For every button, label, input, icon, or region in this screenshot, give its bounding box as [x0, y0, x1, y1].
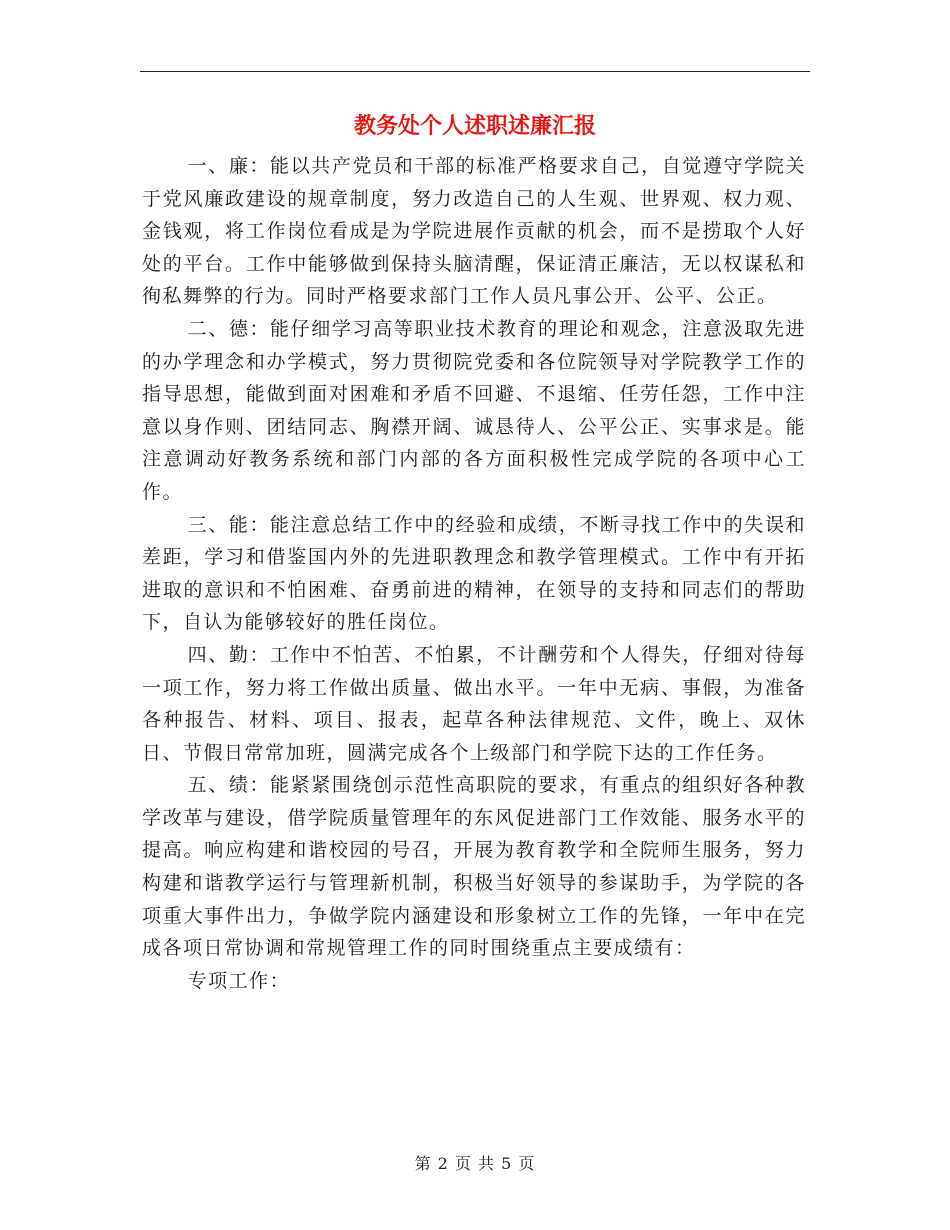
- page-number: 第 2 页 共 5 页: [414, 1154, 536, 1173]
- paragraph-lian: 一、廉：能以共产党员和干部的标准严格要求自己，自觉遵守学院关于党风廉政建设的规章制度，努力改造自己的人生观、世界观、权力观、金钱观，将工作岗位看成是为学院进展作贡献的机会，而不是捞取个人好处的平台。工作中能够做到保持头脑清醒，保证清正廉洁，无以权谋私和徇私舞弊的行为。同时严格要求部门工作人员凡事公开、公平、公正。: [142, 155, 806, 308]
- paragraph-de: 二、德：能仔细学习高等职业技术教育的理论和观念，注意汲取先进的办学理念和办学模式，努力贯彻院党委和各位院领导对学院教学工作的指导思想，能做到面对困难和矛盾不回避、不退缩、任劳任怨，工作中注意以身作则、团结同志、胸襟开阔、诚恳待人、公平公正、实事求是。能注意调动好教务系统和部门内部的各方面积极性完成学院的各项中心工作。: [142, 317, 806, 503]
- document-body: [142, 150, 806, 997]
- paragraph-ji: 五、绩：能紧紧围绕创示范性高职院的要求，有重点的组织好各种教学改革与建设，借学院质量管理年的东风促进部门工作效能、服务水平的提高。响应构建和谐校园的号召，开展为教育教学和全院师生服务，努力构建和谐教学运行与管理新机制，积极当好领导的参谋助手，为学院的各项重大事件出力，争做学院内涵建设和形象树立工作的先锋，一年中在完成各项日常协调和常规管理工作的同时围绕重点主要成绩有：: [142, 774, 806, 960]
- paragraph-special-work: 专项工作：: [187, 969, 291, 992]
- header-rule: [140, 71, 810, 72]
- paragraph-neng: 三、能：能注意总结工作中的经验和成绩，不断寻找工作中的失误和差距，学习和借鉴国内外的先进职教理念和教学管理模式。工作中有开拓进取的意识和不怕困难、奋勇前进的精神，在领导的支持和同志们的帮助下，自认为能够较好的胜任岗位。: [142, 513, 806, 634]
- paragraph-qin: 四、勤：工作中不怕苦、不怕累，不计酬劳和个人得失，仔细对待每一项工作，努力将工作做出质量、做出水平。一年中无病、事假，为准备各种报告、材料、项目、报表，起草各种法律规范、文件，晚上、双休日、节假日常常加班，圆满完成各个上级部门和学院下达的工作任务。: [142, 643, 806, 764]
- document-title: 教务处个人述职述廉汇报: [353, 113, 596, 139]
